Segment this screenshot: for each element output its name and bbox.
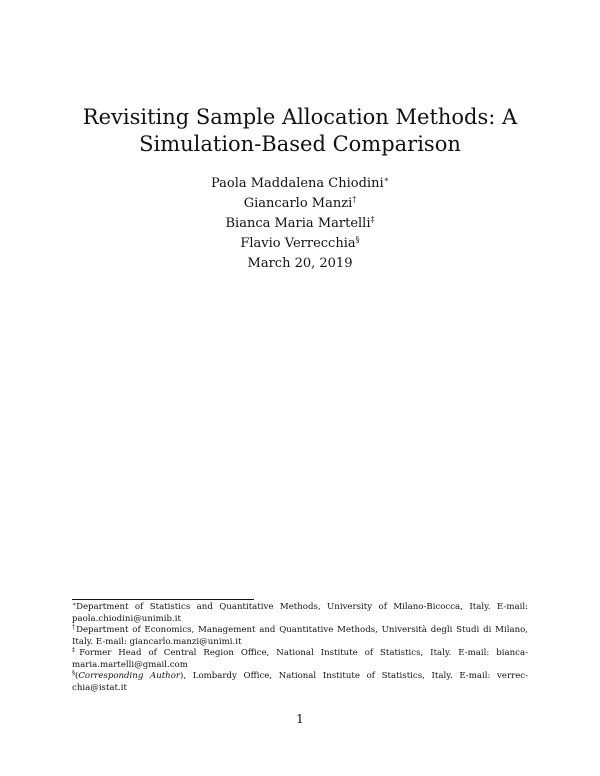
- author-2: [100, 194, 500, 214]
- author-name: Flavio Verrecchia: [240, 236, 356, 251]
- author-3: [100, 214, 500, 234]
- author-list: [100, 174, 500, 254]
- footnote-italic: Corresponding Author: [78, 671, 180, 681]
- footnote-3: [72, 648, 528, 671]
- footnote-mark: ‡: [370, 215, 375, 224]
- paper-date: March 20, 2019: [247, 256, 353, 271]
- footnote-text: Former Head of Central Region Office, National Institute of Statistics, Italy. E-mail: bianca-maria.martelli@gmail.com: [72, 648, 529, 670]
- footnote-mark: ‡: [72, 647, 80, 654]
- author-4: [100, 234, 500, 254]
- footnote-text: Department of Statistics and Quantitative Methods, University of Milano-Bicocca, Italy. E-mail: paola.chiodini@unimib.it: [72, 602, 528, 624]
- footnote-mark: ∗: [72, 601, 77, 608]
- footnote-rule: [72, 599, 254, 600]
- author-1: [100, 174, 500, 194]
- footnote-mark: †: [72, 624, 77, 631]
- footnote-text-before: (: [75, 671, 79, 681]
- paper-title: Revisiting Sample Allocation Methods: A Simulation-Based Comparison: [82, 105, 518, 156]
- page-number: 1: [296, 712, 304, 726]
- footnote-mark: †: [352, 195, 357, 204]
- footnote-mark: ∗: [383, 175, 390, 184]
- footnote-1: [72, 602, 528, 625]
- author-name: Paola Maddalena Chiodini: [210, 176, 384, 191]
- author-name: Giancarlo Manzi: [243, 196, 353, 211]
- footnote-mark: §: [72, 670, 75, 677]
- footnote-text-after: ), Lombardy Office, National Institute of Statistics, Italy. E-mail: verrec-chia@istat.it: [72, 671, 528, 693]
- footnote-mark: §: [355, 235, 360, 244]
- footnote-4: [72, 671, 528, 694]
- footnote-2: [72, 625, 528, 648]
- footnotes: [72, 602, 528, 694]
- author-name: Bianca Maria Martelli: [225, 216, 371, 231]
- footnote-text: Department of Economics, Management and Quantitative Methods, Università degli Studi di Milano, Italy. E-mail: giancarlo.manzi@unimi.it: [72, 625, 529, 647]
